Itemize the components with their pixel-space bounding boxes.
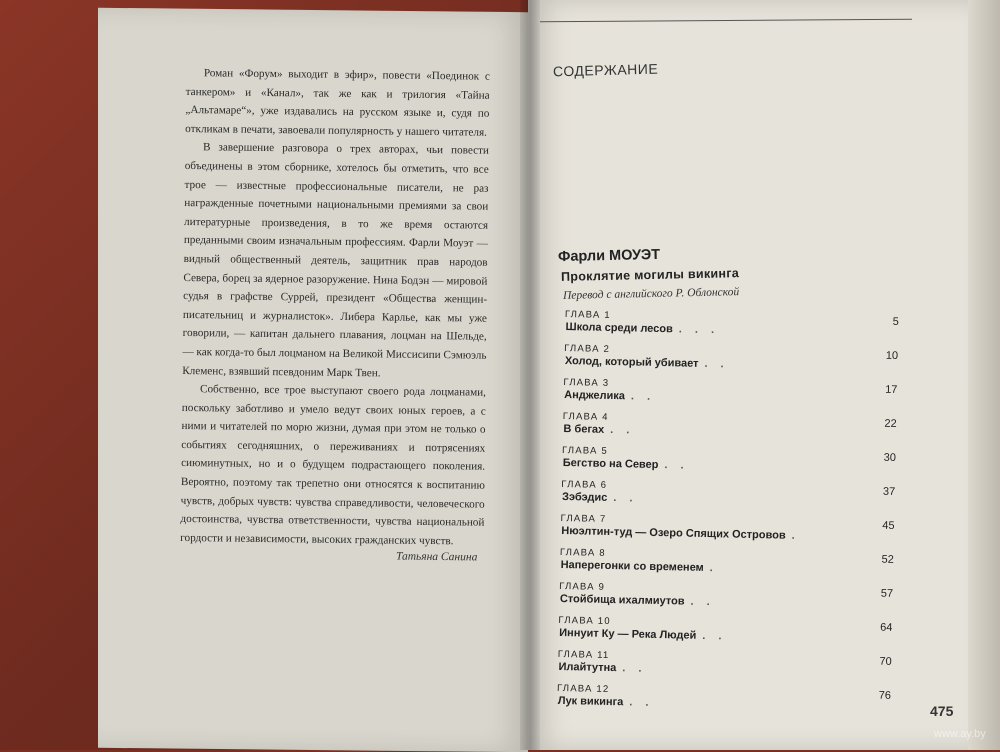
- chapter-page: 30: [883, 451, 897, 464]
- chapter-label: ГЛАВА 2: [564, 342, 611, 355]
- chapter-title-line: [561, 525, 800, 542]
- leader-dots: . .: [704, 357, 729, 371]
- chapter-title-line: [559, 627, 727, 643]
- page-number: 475: [930, 703, 954, 719]
- chapter-title: Зэбэдис: [561, 490, 608, 504]
- book-title: Проклятие могилы викинга: [560, 266, 740, 284]
- author-signature: Татьяна Санина: [395, 550, 478, 564]
- chapter-title: Холод, который убивает: [564, 355, 699, 370]
- chapter-page: 70: [879, 655, 892, 668]
- translation-credit: Перевод с английского Р. Облонской: [562, 286, 740, 302]
- chapter-label: ГЛАВА 11: [557, 648, 610, 662]
- leader-dots: . . .: [678, 323, 720, 337]
- chapter-label: ГЛАВА 12: [556, 682, 610, 696]
- chapter-title: В бегах: [563, 422, 605, 436]
- chapter-title: Бегство на Север: [562, 456, 659, 471]
- leader-dots: .: [709, 562, 718, 575]
- toc-entry: [556, 683, 907, 724]
- chapter-label: ГЛАВА 9: [559, 580, 606, 593]
- chapter-title-line: [562, 491, 638, 505]
- chapter-page: 10: [885, 349, 899, 362]
- chapter-label: ГЛАВА 8: [559, 546, 606, 559]
- chapter-page: 17: [885, 383, 898, 396]
- paragraph: Роман «Форум» выходит в эфир», повести «Поединок с танкером» и «Канал», так же как и трилогия «Тайна „Альтамаре“», уже издавались на русском языке и, судя по откликам в печати, завоевали популярность у нашего читателя.: [185, 67, 490, 139]
- chapter-title-line: [558, 695, 654, 709]
- leader-dots: . .: [630, 390, 656, 403]
- chapter-page: 22: [884, 417, 897, 430]
- left-page-text: [180, 64, 490, 551]
- site-watermark: www.ay.by: [934, 728, 986, 740]
- chapter-page: 52: [881, 553, 894, 566]
- chapter-page: 76: [878, 689, 892, 702]
- chapter-title: Нюэлтин-туд — Озеро Спящих Островов: [561, 524, 786, 542]
- leader-dots: . .: [664, 459, 689, 472]
- chapter-label: ГЛАВА 5: [561, 444, 609, 457]
- chapter-title: Стойбища ихалмиутов: [559, 592, 685, 608]
- chapter-label: ГЛАВА 10: [558, 614, 611, 628]
- chapter-label: ГЛАВА 7: [560, 512, 607, 525]
- chapter-label: ГЛАВА 4: [562, 410, 609, 423]
- table-of-contents: [556, 309, 914, 724]
- paragraph: В завершение разговора о трех авторах, чьи повести объединены в этом сборнике, хотелось бы отметить, что все трое — известные профессиональные писатели, не раз награжденные почетными национальными премиями за свои литературные произведения, в то же время остаются преданными своим изначальным профессиям. Фарли Моуэт — видный общественный деятель, защитник прав народов Севера, борец за ядерное разоружение. Нина Бодэн — мировой судья в графстве Суррей, президент «Общества женщин-писательниц и журналисток». Либера Карльe, как мы уже говорили, — капитан дальнего плавания, лоцман на Шельде, — как когда-то был лоцманом на Великой Миссисипи Сэмюэль Клеменс, взявший псевдоним Марк Твен.: [182, 141, 490, 379]
- leader-dots: . .: [629, 696, 654, 709]
- chapter-title-line: [560, 593, 715, 608]
- leader-dots: .: [791, 529, 800, 542]
- chapter-page: 37: [882, 485, 896, 498]
- chapter-title-line: [558, 661, 646, 675]
- leader-dots: . .: [702, 629, 727, 643]
- chapter-page: 5: [892, 315, 899, 328]
- chapter-title-line: [563, 457, 689, 472]
- chapter-label: ГЛАВА 6: [561, 478, 608, 491]
- leader-dots: . .: [610, 423, 635, 437]
- chapter-title: Анджелика: [564, 389, 626, 403]
- chapter-label: ГЛАВА 1: [564, 309, 611, 321]
- chapter-title: Илайтутна: [558, 660, 617, 675]
- chapter-title: Школа среди лесов: [565, 321, 673, 336]
- chapter-title-line: [563, 423, 634, 436]
- chapter-title: Иннуит Ку — Река Людей: [559, 626, 697, 642]
- contents-heading: СОДЕРЖАНИЕ: [552, 60, 659, 80]
- chapter-title-line: [564, 389, 655, 403]
- chapter-page: 64: [880, 621, 893, 634]
- chapter-title: Наперегонки со временем: [560, 558, 704, 574]
- leader-dots: . .: [690, 595, 715, 609]
- leader-dots: . .: [622, 662, 647, 675]
- chapter-title-line: [561, 559, 718, 574]
- leader-dots: . .: [613, 492, 638, 505]
- chapter-title-line: [565, 321, 719, 336]
- paragraph: Собственно, все трое выступают своего рода лоцманами, поскольку заботливо и умело ведут своих юных героев, а с ними и читателей по морю жизни, думая при этом не только о событиях сегодняшних, о переживаниях и потрясениях сиюминутных, но и о будущем подрастающего поколения. Вероятно, поэтому так трепетно они относятся к воспитанию чувств, добрых чувств: чувства справедливости, человеческого достоинства, чувства ответственности, чувства национальной гордости и независимости, высоких гражданских чувств.: [180, 383, 487, 548]
- chapter-title-line: [565, 355, 729, 370]
- chapter-page: 57: [880, 587, 894, 600]
- chapter-title: Лук викинга: [557, 694, 624, 709]
- author-name: Фарли МОУЭТ: [557, 246, 661, 266]
- chapter-label: ГЛАВА 3: [563, 376, 610, 389]
- chapter-page: 45: [882, 519, 895, 532]
- book-gutter: [520, 0, 540, 750]
